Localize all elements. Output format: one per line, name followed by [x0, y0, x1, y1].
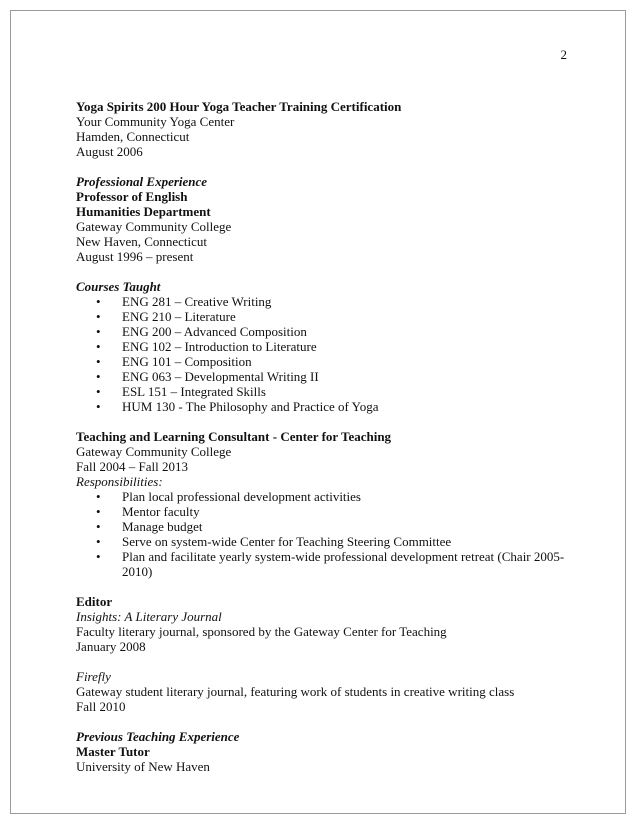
previous-position: Master Tutor	[76, 744, 150, 759]
document-page	[10, 10, 626, 814]
list-item: • Manage budget	[76, 519, 566, 534]
list-item: • ENG 102 – Introduction to Literature	[76, 339, 566, 354]
journal-name: Insights: A Literary Journal	[76, 609, 222, 624]
previous-institution: University of New Haven	[76, 759, 210, 774]
list-item: • Mentor faculty	[76, 504, 566, 519]
experience-heading: Professional Experience	[76, 174, 208, 189]
responsibilities-label: Responsibilities:	[76, 474, 163, 489]
list-item: • ESL 151 – Integrated Skills	[76, 384, 566, 399]
certification-location: Hamden, Connecticut	[76, 129, 190, 144]
journal-date: January 2008	[76, 639, 146, 654]
courses-heading: Courses Taught	[76, 279, 161, 294]
consultant-title: Teaching and Learning Consultant - Center for Teaching	[76, 429, 392, 444]
journal-description: Faculty literary journal, sponsored by the Gateway Center for Teaching	[76, 624, 447, 639]
list-item: • ENG 281 – Creative Writing	[76, 294, 566, 309]
consultant-institution: Gateway Community College	[76, 444, 232, 459]
list-item: • Serve on system-wide Center for Teaching Steering Committee	[76, 534, 566, 549]
courses-list	[76, 294, 566, 414]
list-item: • ENG 210 – Literature	[76, 309, 566, 324]
resume-content	[76, 99, 566, 774]
experience-position: Professor of English	[76, 189, 188, 204]
list-item: • HUM 130 - The Philosophy and Practice of Yoga	[76, 399, 566, 414]
list-item: • Plan and facilitate yearly system-wide professional development retreat (Chair 2005-2010)	[76, 549, 566, 579]
editor-heading: Editor	[76, 594, 113, 609]
previous-heading: Previous Teaching Experience	[76, 729, 240, 744]
certification-title: Yoga Spirits 200 Hour Yoga Teacher Training Certification	[76, 99, 402, 114]
list-item: • Plan local professional development activities	[76, 489, 566, 504]
experience-institution: Gateway Community College	[76, 219, 232, 234]
page-number: 2	[560, 47, 567, 62]
journal-date: Fall 2010	[76, 699, 126, 714]
journal-name: Firefly	[76, 669, 111, 684]
certification-date: August 2006	[76, 144, 143, 159]
journal-description: Gateway student literary journal, featuring work of students in creative writing class	[76, 684, 515, 699]
experience-location: New Haven, Connecticut	[76, 234, 208, 249]
list-item: • ENG 200 – Advanced Composition	[76, 324, 566, 339]
certification-org: Your Community Yoga Center	[76, 114, 235, 129]
consultant-dates: Fall 2004 – Fall 2013	[76, 459, 188, 474]
experience-department: Humanities Department	[76, 204, 211, 219]
experience-dates: August 1996 – present	[76, 249, 194, 264]
list-item: • ENG 101 – Composition	[76, 354, 566, 369]
list-item: • ENG 063 – Developmental Writing II	[76, 369, 566, 384]
responsibilities-list	[76, 489, 566, 579]
